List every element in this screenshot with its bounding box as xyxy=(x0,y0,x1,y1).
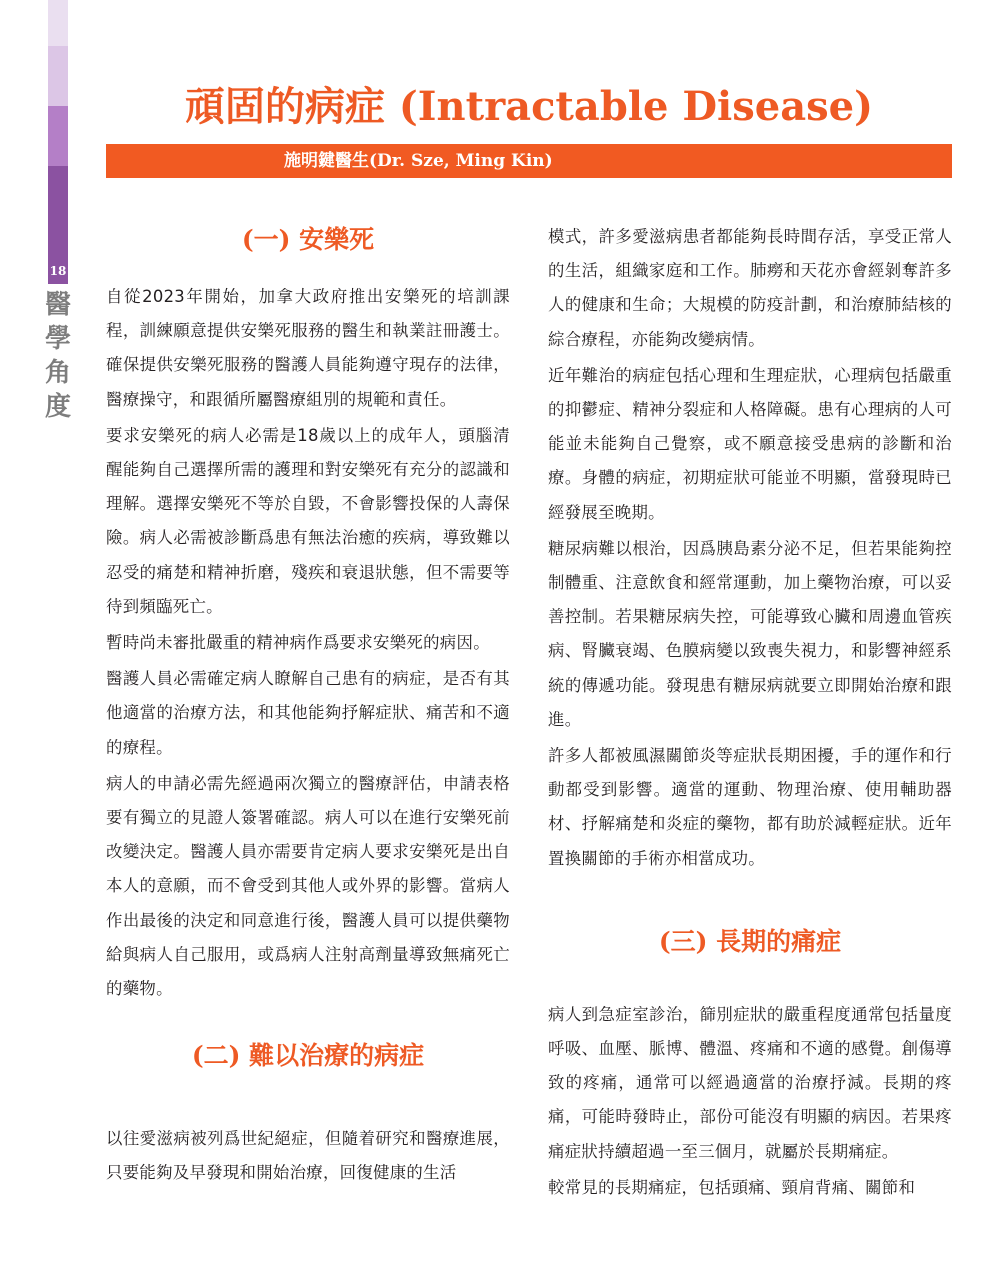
section-heading-block xyxy=(548,878,952,998)
paragraph: 病人的申請必需先經過兩次獨立的醫療評估，申請表格要有獨立的見證人簽署確認。病人可以在進行安樂死前改變決定。醫護人員亦需要肯定病人要求安樂死是出自本人的意願，而不會受到其他人或外界的影響。當病人作出最後的決定和同意進行後，醫護人員可以提供藥物給與病人自己服用，或爲病人注射高劑量導致無痛死亡的藥物。 xyxy=(106,773,510,999)
paragraph: 要求安樂死的病人必需是18歲以上的成年人，頭腦清醒能夠自己選擇所需的護理和對安樂死有充分的認識和理解。選擇安樂死不等於自毀，不會影響投保的人壽保險。病人必需被診斷爲患有無法治癒的疾病，導致難以忍受的痛楚和精神折磨，殘疾和衰退狀態，但不需要等待到頻臨死亡。 xyxy=(106,425,510,616)
paragraph: 較常見的長期痛症，包括頭痛、頸肩背痛、關節和 xyxy=(548,1177,916,1197)
right-column xyxy=(548,220,952,1207)
paragraph: 暫時尚未審批嚴重的精神病作爲要求安樂死的病因。 xyxy=(106,633,490,653)
sidebar-strip-segment xyxy=(48,0,68,46)
section-heading-euthanasia: (一) 安樂死 xyxy=(241,225,375,254)
paragraph: 醫護人員必需確定病人瞭解自己患有的病症，是否有其他適當的治療方法，和其他能夠抒解症狀、痛苦和不適的療程。 xyxy=(106,669,510,757)
paragraph: 近年難治的病症包括心理和生理症狀，心理病包括嚴重的抑鬱症、精神分裂症和人格障礙。患有心理病的人可能並未能夠自己覺察，或不願意接受患病的診斷和治療。身體的病症，初期症狀可能並不明顯，當發現時已經發展至晚期。 xyxy=(548,365,952,522)
magazine-section-label: 醫學角度 xyxy=(44,290,71,422)
sidebar-color-strip xyxy=(48,0,68,1275)
paragraph: 自從2023年開始，加拿大政府推出安樂死的培訓課程，訓練願意提供安樂死服務的醫生和執業註冊護士。確保提供安樂死服務的醫護人員能夠遵守現存的法律，醫療操守，和跟循所屬醫療組別的規範和責任。 xyxy=(106,287,510,409)
paragraph: 模式，許多愛滋病患者都能夠長時間存活，享受正常人的生活，組織家庭和工作。肺癆和天花亦會經剝奪許多人的健康和生命；大規模的防疫計劃，和治療肺結核的綜合療程，亦能夠改變病情。 xyxy=(548,227,952,349)
sidebar-strip-segment xyxy=(48,46,68,106)
paragraph: 以往愛滋病被列爲世紀絕症，但隨着研究和醫療進展，只要能夠及早發現和開始治療，回復健康的生活 xyxy=(106,1129,510,1183)
section-heading-chronic-pain: (三) 長期的痛症 xyxy=(658,926,842,956)
author-name: 施明鍵醫生(Dr. Sze, Ming Kin) xyxy=(284,151,553,171)
paragraph: 糖尿病難以根治，因爲胰島素分泌不足，但若果能夠控制體重、注意飲食和經常運動，加上藥物治療，可以妥善控制。若果糖尿病失控，可能導致心臟和周邊血管疾病、腎臟衰竭、色膜病變以致喪失視力，和影響神經系統的傳遞功能。發現患有糖尿病就要立即開始治療和跟進。 xyxy=(548,538,952,729)
paragraph: 許多人都被風濕關節炎等症狀長期困擾，手的運作和行動都受到影響。適當的運動、物理治療、使用輔助器材、抒解痛楚和炎症的藥物，都有助於減輕症狀。近年置換關節的手術亦相當成功。 xyxy=(548,746,952,868)
page-number: 18 xyxy=(48,258,68,284)
section-heading-block xyxy=(106,220,510,280)
sidebar-strip-segment xyxy=(48,106,68,166)
author-bar xyxy=(106,144,952,178)
section-heading-intractable: (二) 難以治療的病症 xyxy=(191,1041,425,1071)
article-title: 頑固的病症 (Intractable Disease) xyxy=(184,83,874,130)
sidebar-strip-segment xyxy=(48,166,68,258)
left-column xyxy=(106,220,510,1193)
paragraph: 病人到急症室診治，篩別症狀的嚴重程度通常包括量度呼吸、血壓、脈博、體溫、疼痛和不適的感覺。創傷導致的疼痛，通常可以經過適當的治療抒減。長期的疼痛，可能時發時止，部份可能沒有明顯的病因。若果疼痛症狀持續超過一至三個月，就屬於長期痛症。 xyxy=(548,1004,952,1161)
section-heading-block xyxy=(106,1008,510,1122)
